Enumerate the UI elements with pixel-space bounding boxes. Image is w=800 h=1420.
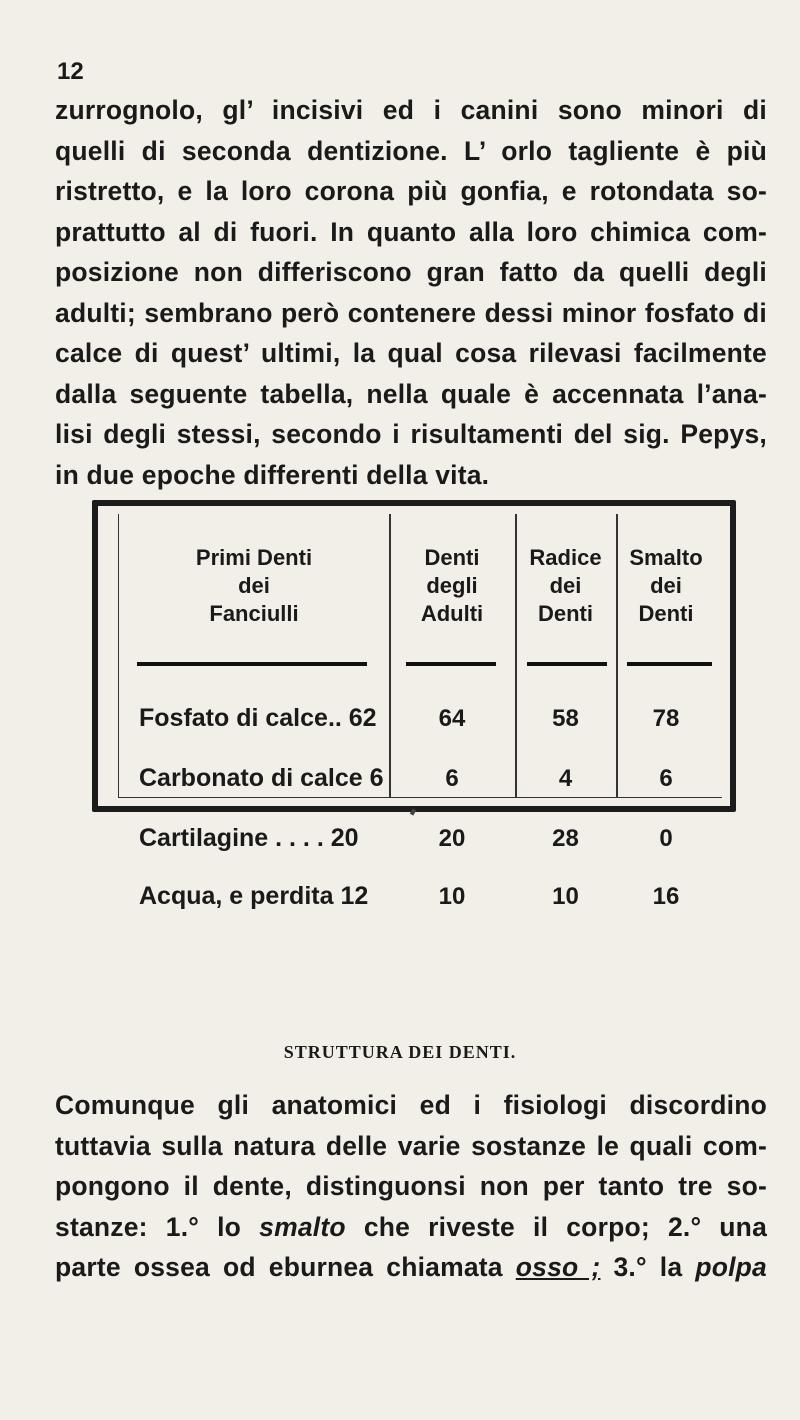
header-line: Radice bbox=[529, 545, 602, 570]
row-label-fosfato: Fosfato di calce.. 62 bbox=[139, 704, 377, 732]
header-rule bbox=[137, 662, 367, 666]
table-cell: 78 bbox=[652, 705, 680, 732]
table-cell: 28 bbox=[552, 825, 579, 852]
term-osso: osso ; bbox=[515, 1252, 601, 1282]
text-line: quelli di seconda dentizione. L’ orlo tagliente è più bbox=[55, 135, 767, 166]
header-line: dei bbox=[238, 573, 270, 598]
header-line: degli bbox=[426, 573, 478, 598]
text-line: prattutto al di fuori. In quanto alla loro chimica com- bbox=[55, 216, 767, 247]
header-line: Adulti bbox=[420, 601, 484, 626]
row-label-acqua: Acqua, e perdita 12 bbox=[139, 882, 369, 910]
text-line: tuttavia sulla natura delle varie sostanze le quali com- bbox=[55, 1130, 767, 1161]
text-run: stanze: 1.° lo bbox=[55, 1211, 260, 1242]
header-rule bbox=[527, 662, 607, 666]
text-line: ristretto, e la loro corona più gonfia, e rotondata so- bbox=[55, 176, 767, 206]
text-line: Comunque gli anatomici ed i fisiologi discordino bbox=[55, 1090, 767, 1120]
text-line: in due epoche differenti della vita. bbox=[55, 459, 490, 490]
term-smalto: smalto bbox=[259, 1211, 346, 1242]
row-label-cartilagine: Cartilagine . . . . 20 bbox=[139, 824, 359, 852]
header-line: Fanciulli bbox=[209, 601, 299, 626]
ink-speck bbox=[410, 808, 416, 815]
header-rule bbox=[627, 662, 712, 666]
table-cell: 64 bbox=[438, 705, 466, 732]
text-line: calce di quest’ ultimi, la qual cosa rilevasi facilmente bbox=[55, 338, 767, 368]
header-line: Denti bbox=[424, 545, 480, 570]
term-polpa: polpa bbox=[695, 1252, 767, 1282]
table-cell: 6 bbox=[659, 765, 673, 792]
table-body bbox=[118, 514, 722, 910]
header-smalto bbox=[616, 544, 716, 628]
text-run: che riveste il corpo; 2.° una bbox=[345, 1211, 768, 1242]
paragraph-structure bbox=[55, 1085, 767, 1288]
text-line: dalla seguente tabella, nella quale è accennata l’ana- bbox=[55, 378, 767, 409]
row-label-carbonato: Carbonato di calce 6 bbox=[139, 764, 384, 792]
table-cell: 20 bbox=[438, 825, 466, 852]
text-line: pongono il dente, distinguonsi non per tanto tre so- bbox=[55, 1171, 767, 1201]
header-denti-adulti bbox=[389, 544, 515, 628]
text-line: adulti; sembrano però contenere dessi minor fosfato di bbox=[55, 297, 767, 328]
text-line: posizione non differiscono gran fatto da quelli degli bbox=[55, 257, 767, 287]
table-cell: 6 bbox=[445, 765, 459, 792]
header-line: Smalto bbox=[629, 545, 703, 570]
page-number: 12 bbox=[57, 58, 84, 85]
section-caption: STRUTTURA DEI DENTI. bbox=[283, 1042, 517, 1062]
header-primi-denti bbox=[119, 544, 389, 628]
composition-table bbox=[92, 500, 736, 910]
text-line bbox=[55, 1207, 767, 1248]
text-line: lisi degli stessi, secondo i risultamenti del sig. Pepys, bbox=[55, 419, 767, 449]
table-cell: 4 bbox=[558, 765, 573, 792]
table-cell: 10 bbox=[552, 883, 579, 910]
paragraph-intro bbox=[55, 90, 767, 495]
table-cell: 10 bbox=[438, 883, 466, 910]
text-run: 3.° la bbox=[600, 1252, 696, 1282]
text-run: parte ossea od eburnea chiamata bbox=[55, 1252, 516, 1282]
header-line: dei bbox=[650, 573, 682, 598]
header-radice bbox=[515, 544, 616, 628]
table-cell: 58 bbox=[552, 705, 579, 732]
text-line bbox=[55, 1247, 767, 1288]
header-rule bbox=[406, 662, 496, 666]
table-cell: 16 bbox=[652, 883, 680, 910]
header-line: Primi Denti bbox=[195, 545, 313, 570]
header-line: Denti bbox=[538, 601, 593, 626]
header-line: dei bbox=[549, 573, 582, 598]
text-line: zurrognolo, gl’ incisivi ed i canini sono minori di bbox=[55, 95, 767, 125]
table-cell: 0 bbox=[659, 825, 673, 852]
header-line: Denti bbox=[638, 601, 694, 626]
